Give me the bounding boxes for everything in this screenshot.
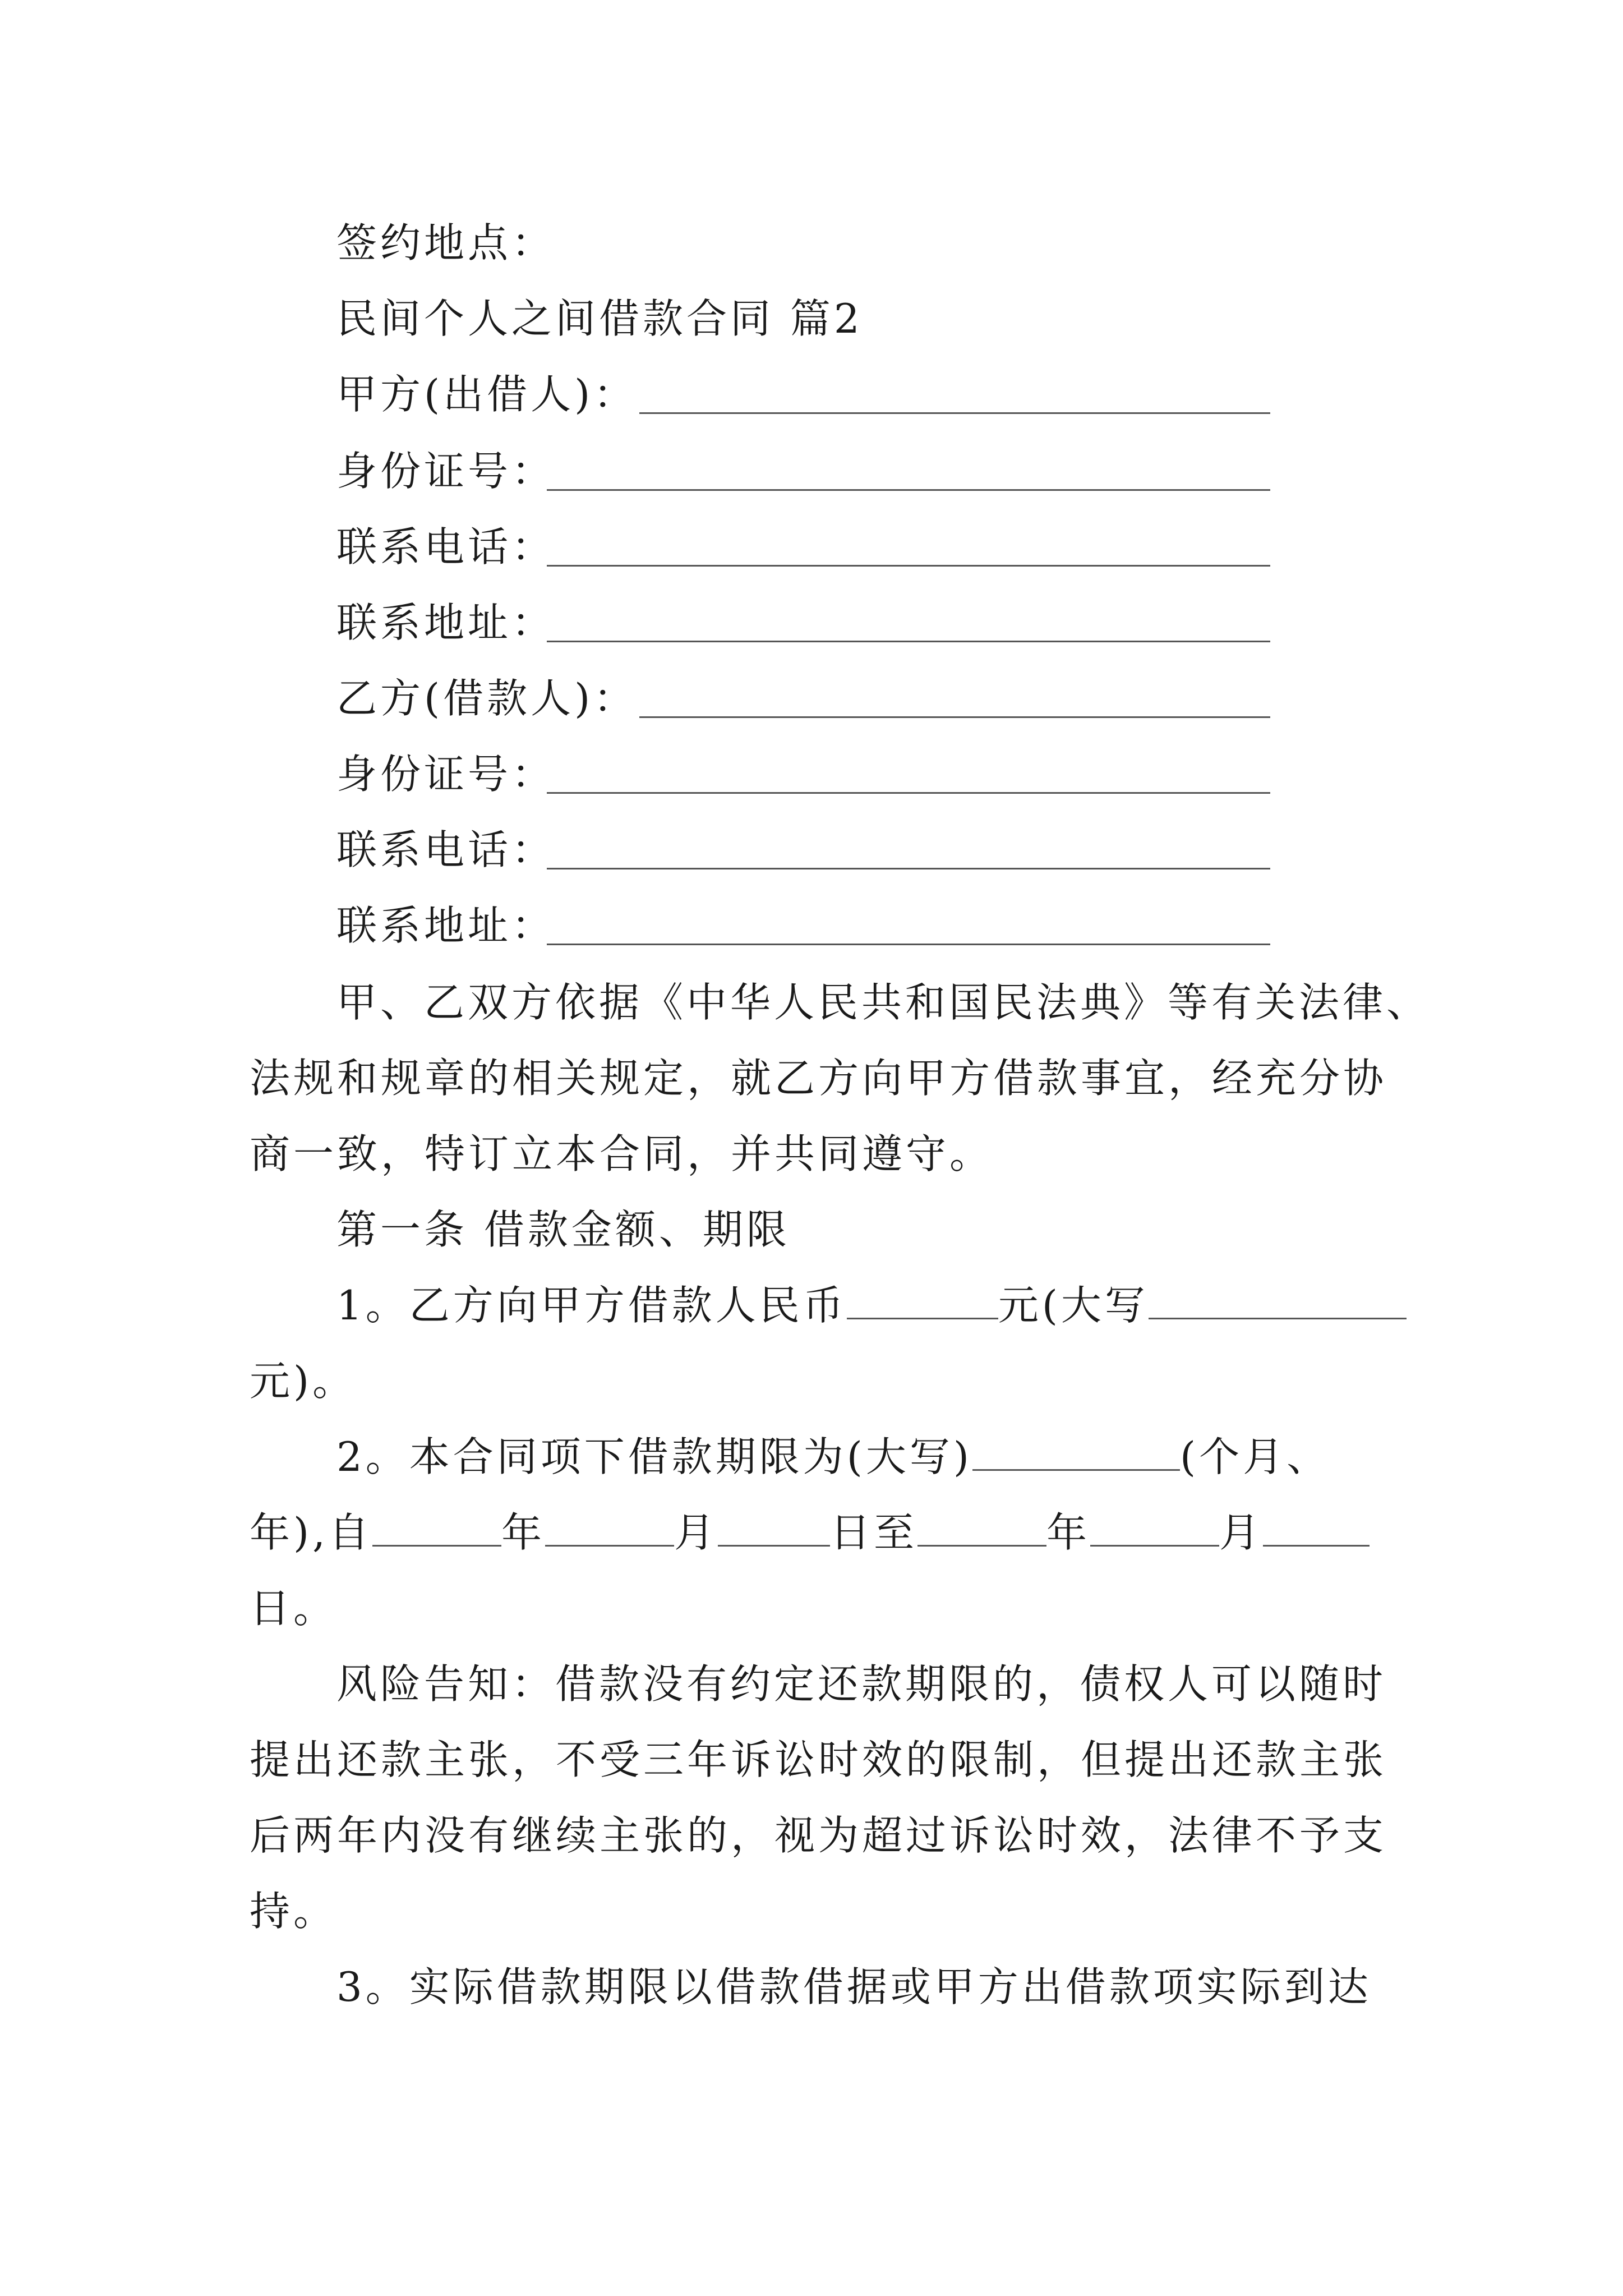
end-year-label: 年 [1046,1509,1091,1556]
start-month-label: 月 [674,1509,718,1556]
borrower-phone-row [336,822,555,878]
term-uppercase-field[interactable] [972,1433,1180,1471]
risk-line-1: 风险告知：借款没有约定还款期限的，债权人可以随时 [336,1660,1387,1708]
amount-uppercase-field[interactable] [1149,1282,1407,1319]
borrower-phone-label: 联系电话： [336,826,556,873]
preamble-line-3: 商一致，特订立本合同，并共同遵守。 [250,1130,994,1177]
borrower-name-field[interactable] [639,716,1270,718]
start-year-label: 年 [501,1509,545,1556]
risk-line-2: 提出还款主张，不受三年诉讼时效的限制，但提出还款主张 [250,1736,1387,1783]
item1-line [336,1277,1407,1333]
contract-title: 民间个人之间借款合同 篇2 [336,295,863,342]
start-month-field[interactable] [545,1509,674,1547]
amount-figure-field[interactable] [847,1282,998,1319]
borrower-address-label: 联系地址： [336,902,556,949]
lender-id-label: 身份证号： [336,448,556,495]
borrower-row [336,670,637,726]
item2-line [336,1429,1330,1485]
lender-phone-label: 联系电话： [336,523,556,570]
borrower-address-field[interactable] [547,944,1270,945]
end-year-field[interactable] [917,1509,1046,1547]
lender-address-row [336,595,555,651]
lender-phone-field[interactable] [547,565,1270,567]
borrower-address-row [336,898,555,954]
article1-title: 第一条 借款金额、期限 [336,1206,790,1253]
start-day-field[interactable] [718,1509,830,1547]
end-month-label: 月 [1219,1509,1264,1556]
lender-phone-row [336,519,555,575]
item2-prefix: 2。本合同项下借款期限为(大写) [336,1433,972,1480]
item1-end: 元)。 [250,1358,357,1405]
sign-place-label: 签约地点： [336,219,556,266]
end-month-field[interactable] [1090,1509,1219,1547]
preamble-line-2: 法规和规章的相关规定，就乙方向甲方借款事宜，经充分协 [250,1055,1387,1102]
end-day-field[interactable] [1263,1509,1370,1547]
item2-from-label: 年),自 [250,1509,372,1556]
start-day-to-label: 日至 [830,1509,918,1556]
item3-line: 3。实际借款期限以借款借据或甲方出借款项实际到达 [336,1963,1372,2010]
item1-prefix: 1。乙方向甲方借款人民币 [336,1282,847,1329]
borrower-id-row [336,746,555,802]
lender-row [336,366,637,422]
lender-address-label: 联系地址： [336,599,556,646]
preamble-line-1: 甲、乙双方依据《中华人民共和国民法典》等有关法律、 [336,979,1431,1026]
start-year-field[interactable] [372,1509,501,1547]
risk-line-3: 后两年内没有继续主张的，视为超过诉讼时效，法律不予支 [250,1812,1387,1859]
risk-line-4: 持。 [250,1888,338,1935]
lender-label: 甲方(出借人)： [336,371,638,418]
lender-name-field[interactable] [639,412,1270,414]
borrower-id-label: 身份证号： [336,751,556,798]
borrower-id-field[interactable] [547,792,1270,794]
borrower-label: 乙方(借款人)： [336,675,638,722]
borrower-phone-field[interactable] [547,868,1270,869]
item1-uppercase-label: 元(大写 [998,1282,1149,1329]
item2-end: 日。 [250,1585,338,1632]
lender-address-field[interactable] [547,641,1270,642]
lender-id-row [336,443,555,499]
item2-unit: (个月、 [1180,1433,1331,1480]
lender-id-field[interactable] [547,489,1270,491]
item2-dates-line [250,1504,1370,1561]
